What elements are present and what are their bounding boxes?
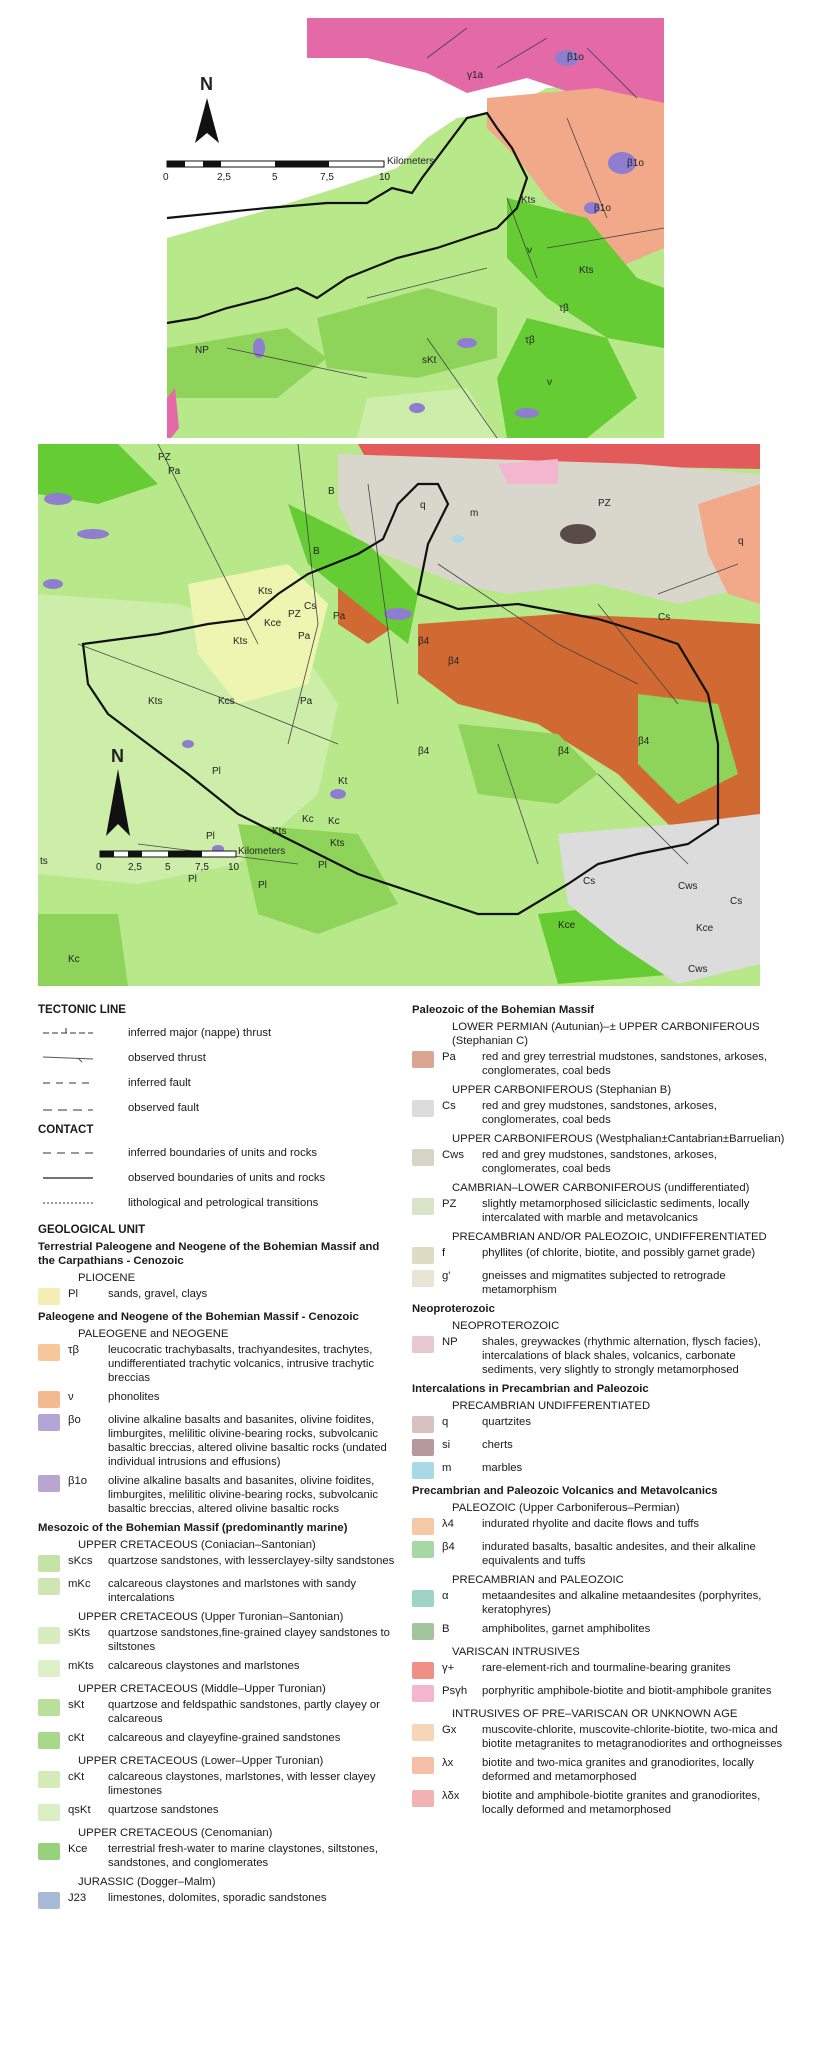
svg-text:B: B: [313, 546, 320, 557]
svg-text:Pa: Pa: [300, 696, 313, 707]
legend-left-column: TECTONIC LINE inferred major (nappe) thrust observed thrust inferred fault observed fault CONTACT inferred boundaries of units and rocks observed boundaries of units and rocks lithological and petrological transitions GEOLOGICAL UNIT Terrestrial Paleogene and Neogene of the Bohemian Massif and the Carpathians - Cenozoic PLIOCENE Pl sands, gravel, clays Paleogene and Neogene of the Bohemian Massif - Cenozoic PALEOGENE and NEOGENE τβ leucocratic trachybasalts, trachyandesites, trachytes, undifferentiated trachytic volcanics, intrusive trachytic breccias ν phonolites βo olivine alkaline basalts and basanites, olivine foidites, limburgites, melilitic olivine-bearing rocks, subvolcanic basaltic breccias, altered olivine basaltic rocks (undated individual intrusions and effusions) β1o olivine alkaline basalts and basanites, olivine foidites, limburgites, melilitic olivine-bearing rocks, subvolcanic basaltic breccias, altered olivine basaltic rocks Mesozoic of the Bohemian Massif (predominantly marine) UPPER CRETACEOUS (Coniacian–Santonian) sKcs quartzose sandstones, with lesserclayey-silty sandstones mKc calcareous claystones and marlstones with sandy intercalations UPPER CRETACEOUS (Upper Turonian–Santonian) sKts quartzose sandstones,fine-grained clayey sandstones to siltstones mKts calcareous claystones and marlstones UPPER CRETACEOUS (Middle–Upper Turonian) sKt quartzose and feldspathic sandstones, partly clayey or calcareous cKt calcareous and clayeyfine-grained sandstones UPPER CRETACEOUS (Lower–Upper Turonian) cKt calcareous claystones, marlstones, with lesser clayey limestones qsKt quartzose sandstones UPPER CRETACEOUS (Cenomanian) Kce terrestrial fresh-water to marine claystones, siltstones, sandstones, and conglomerates JURASSIC (Dogger–Malm) J23 limestones, dolomites, sporadic sandstones: [38, 1000, 398, 1914]
legend-unit-row: λx biotite and two-mica granites and granodiorites, locally deformed and metamorphosed: [412, 1756, 792, 1784]
unit-swatch: [38, 1660, 60, 1677]
svg-text:Kts: Kts: [272, 826, 287, 837]
legend-unit-row: Pa red and grey terrestrial mudstones, sandstones, arkoses, conglomerates, coal beds: [412, 1050, 792, 1078]
svg-text:Pl: Pl: [258, 880, 267, 891]
svg-text:β4: β4: [448, 656, 460, 667]
svg-text:Cs: Cs: [658, 612, 671, 623]
observed-fault-symbol: [38, 1102, 128, 1114]
legend-unit-row: ν phonolites: [38, 1390, 398, 1408]
unit-swatch: [38, 1843, 60, 1860]
svg-text:Cws: Cws: [688, 964, 708, 975]
svg-text:Cs: Cs: [583, 876, 596, 887]
svg-text:7,5: 7,5: [320, 172, 334, 183]
legend-unit-row: qsKt quartzose sandstones: [38, 1803, 398, 1821]
legend-unit-row: Pl sands, gravel, clays: [38, 1287, 398, 1305]
intercalations-title: Intercalations in Precambrian and Paleozoic: [412, 1383, 649, 1395]
legend-unit-row: Cws red and grey mudstones, sandstones, arkoses, conglomerates, coal beds: [412, 1148, 792, 1176]
svg-text:β1o: β1o: [627, 158, 644, 169]
svg-text:B: B: [328, 486, 335, 497]
legend-line-row: observed boundaries of units and rocks: [38, 1165, 398, 1190]
legend-unit-row: f phyllites (of chlorite, biotite, and possibly garnet grade): [412, 1246, 792, 1264]
thrust-symbol: [38, 1052, 128, 1064]
legend-unit-row: PZ slightly metamorphosed siliciclastic sediments, locally intercalated with marble and metavolcanics: [412, 1197, 792, 1225]
svg-text:Pa: Pa: [298, 631, 311, 642]
svg-text:Kts: Kts: [233, 636, 248, 647]
legend-line-row: observed fault: [38, 1095, 398, 1120]
legend-unit-row: β4 indurated basalts, basaltic andesites, and their alkaline equivalents and tuffs: [412, 1540, 792, 1568]
svg-text:Kce: Kce: [558, 920, 576, 931]
svg-text:Kcs: Kcs: [218, 696, 235, 707]
svg-text:Cws: Cws: [678, 881, 698, 892]
mesozoic-title: Mesozoic of the Bohemian Massif (predominantly marine): [38, 1522, 348, 1534]
legend-unit-row: cKt calcareous and clayeyfine-grained sandstones: [38, 1731, 398, 1749]
unit-swatch: [412, 1198, 434, 1215]
unit-swatch: [38, 1804, 60, 1821]
svg-text:5: 5: [272, 172, 278, 183]
unit-swatch: [38, 1391, 60, 1408]
svg-text:N: N: [200, 74, 213, 94]
svg-text:q: q: [738, 536, 744, 547]
svg-text:PZ: PZ: [598, 498, 611, 509]
legend-unit-row: γ+ rare-element-rich and tourmaline-bearing granites: [412, 1661, 792, 1679]
unit-swatch: [38, 1732, 60, 1749]
bottom-map-canvas: [38, 444, 760, 986]
svg-text:β4: β4: [638, 736, 650, 747]
svg-text:10: 10: [379, 172, 391, 183]
legend-unit-row: τβ leucocratic trachybasalts, trachyandesites, trachytes, undifferentiated trachytic volcanics, intrusive trachytic breccias: [38, 1343, 398, 1385]
paleogene-title: Paleogene and Neogene of the Bohemian Massif - Cenozoic: [38, 1311, 359, 1323]
svg-text:PZ: PZ: [288, 609, 301, 620]
svg-text:Kc: Kc: [328, 816, 340, 827]
unit-swatch: [38, 1555, 60, 1572]
legend-unit-row: Gx muscovite-chlorite, muscovite-chlorite-biotite, two-mica and biotite metagranites to metagranodiorites and orthogneisses: [412, 1723, 792, 1751]
unit-swatch: [412, 1685, 434, 1702]
svg-text:NP: NP: [195, 345, 209, 356]
svg-text:Cs: Cs: [730, 896, 743, 907]
legend-unit-row: mKc calcareous claystones and marlstones with sandy intercalations: [38, 1577, 398, 1605]
legend-unit-row: λδx biotite and amphibole-biotite granites and granodiorites, locally deformed and metamorphosed: [412, 1789, 792, 1817]
legend-unit-row: q quartzites: [412, 1415, 792, 1433]
svg-text:Kt: Kt: [338, 776, 348, 787]
svg-text:ts: ts: [40, 856, 48, 867]
svg-text:2,5: 2,5: [217, 172, 231, 183]
svg-text:Kc: Kc: [68, 954, 80, 965]
svg-text:Kc: Kc: [302, 814, 314, 825]
unit-swatch: [412, 1462, 434, 1479]
svg-text:γ1a: γ1a: [467, 70, 484, 81]
svg-text:PZ: PZ: [158, 452, 171, 463]
unit-swatch: [412, 1051, 434, 1068]
legend-line-row: inferred boundaries of units and rocks: [38, 1140, 398, 1165]
unit-swatch: [38, 1578, 60, 1595]
svg-text:Kilometers: Kilometers: [387, 156, 435, 167]
svg-text:0: 0: [163, 172, 169, 183]
legend-unit-row: sKts quartzose sandstones,fine-grained clayey sandstones to siltstones: [38, 1626, 398, 1654]
svg-text:10: 10: [228, 862, 240, 873]
legend-unit-row: NP shales, greywackes (rhythmic alternation, flysch facies), intercalations of black shales, volcanics, carbonate sediments, very slightly to strongly metamorphosed: [412, 1335, 792, 1377]
unit-swatch: [38, 1475, 60, 1492]
legend-line-row: lithological and petrological transitions: [38, 1190, 398, 1215]
svg-text:Pl: Pl: [318, 860, 327, 871]
terrestrial-title: Terrestrial Paleogene and Neogene of the Bohemian Massif and the Carpathians - Cenozoic: [38, 1241, 380, 1267]
legend-line-row: inferred major (nappe) thrust: [38, 1020, 398, 1045]
svg-text:Pl: Pl: [188, 874, 197, 885]
legend-unit-row: J23 limestones, dolomites, sporadic sandstones: [38, 1891, 398, 1909]
legend-unit-row: α metaandesites and alkaline metaandesites (porphyrites, keratophyres): [412, 1589, 792, 1617]
legend-line-row: observed thrust: [38, 1045, 398, 1070]
unit-swatch: [38, 1344, 60, 1361]
svg-text:Pl: Pl: [206, 831, 215, 842]
svg-text:β1o: β1o: [567, 52, 584, 63]
unit-swatch: [412, 1270, 434, 1287]
svg-text:τβ: τβ: [525, 335, 535, 346]
legend-unit-row: λ4 indurated rhyolite and dacite flows and tuffs: [412, 1517, 792, 1535]
svg-text:sKt: sKt: [422, 355, 437, 366]
volcanics-title: Precambrian and Paleozoic Volcanics and Metavolcanics: [412, 1485, 718, 1497]
svg-text:Kce: Kce: [264, 618, 282, 629]
unit-swatch: [38, 1627, 60, 1644]
svg-text:Pa: Pa: [333, 611, 346, 622]
unit-swatch: [38, 1892, 60, 1909]
neoproterozoic-title: Neoproterozoic: [412, 1303, 495, 1315]
top-map-canvas: [163, 18, 664, 438]
svg-text:τβ: τβ: [559, 303, 569, 314]
unit-swatch: [412, 1149, 434, 1166]
legend-unit-row: Cs red and grey mudstones, sandstones, arkoses, conglomerates, coal beds: [412, 1099, 792, 1127]
pliocene-period: PLIOCENE: [78, 1272, 136, 1284]
unit-swatch: [38, 1288, 60, 1305]
unit-swatch: [38, 1771, 60, 1788]
legend-unit-row: mKts calcareous claystones and marlstones: [38, 1659, 398, 1677]
geological-unit-title: GEOLOGICAL UNIT: [38, 1224, 146, 1236]
svg-text:m: m: [470, 508, 479, 519]
svg-text:Pl: Pl: [212, 766, 221, 777]
unit-swatch: [412, 1439, 434, 1456]
svg-text:Kilometers: Kilometers: [238, 846, 286, 857]
unit-swatch: [38, 1699, 60, 1716]
svg-text:Kts: Kts: [521, 195, 536, 206]
unit-swatch: [412, 1790, 434, 1807]
contact-title: CONTACT: [38, 1124, 94, 1136]
svg-text:ν: ν: [547, 377, 552, 388]
svg-text:N: N: [111, 746, 124, 766]
observed-boundary-symbol: [38, 1172, 128, 1184]
bottom-geological-map: [38, 444, 760, 986]
svg-text:β4: β4: [418, 636, 430, 647]
unit-swatch: [412, 1662, 434, 1679]
svg-text:Kts: Kts: [579, 265, 594, 276]
svg-text:Kts: Kts: [330, 838, 345, 849]
svg-text:7,5: 7,5: [195, 862, 209, 873]
svg-text:β1o: β1o: [594, 203, 611, 214]
svg-text:0: 0: [96, 862, 102, 873]
svg-text:Kce: Kce: [696, 923, 714, 934]
legend-unit-row: B amphibolites, garnet amphibolites: [412, 1622, 792, 1640]
legend-unit-row: si cherts: [412, 1438, 792, 1456]
legend-unit-row: Psγh porphyritic amphibole-biotite and biotit-amphibole granites: [412, 1684, 792, 1702]
unit-swatch: [412, 1757, 434, 1774]
svg-text:5: 5: [165, 862, 171, 873]
legend-unit-row: sKcs quartzose sandstones, with lesserclayey-silty sandstones: [38, 1554, 398, 1572]
unit-swatch: [412, 1724, 434, 1741]
inferred-fault-symbol: [38, 1077, 128, 1089]
unit-swatch: [412, 1416, 434, 1433]
unit-swatch: [412, 1247, 434, 1264]
legend-unit-row: cKt calcareous claystones, marlstones, with lesser clayey limestones: [38, 1770, 398, 1798]
legend-unit-row: Kce terrestrial fresh-water to marine claystones, siltstones, sandstones, and conglomerates: [38, 1842, 398, 1870]
svg-text:q: q: [420, 500, 426, 511]
legend-right-column: Paleozoic of the Bohemian Massif LOWER PERMIAN (Autunian)–± UPPER CARBONIFEROUS (Stephanian C) Pa red and grey terrestrial mudstones, sandstones, arkoses, conglomerates, coal beds UPPER CARBONIFEROUS (Stephanian B) Cs red and grey mudstones, sandstones, arkoses, conglomerates, coal beds UPPER CARBONIFEROUS (Westphalian±Cantabrian±Barruelian) Cws red and grey mudstones, sandstones, arkoses, conglomerates, coal beds CAMBRIAN–LOWER CARBONIFEROUS (undifferentiated) PZ slightly metamorphosed siliciclastic sediments, locally intercalated with marble and metavolcanics PRECAMBRIAN AND/OR PALEOZOIC, UNDIFFERENTIATED f phyllites (of chlorite, biotite, and possibly garnet grade) g' gneisses and migmatites subjected to retrograde metamorphism Neoproterozoic NEOPROTEROZOIC NP shales, greywackes (rhythmic alternation, flysch facies), intercalations of black shales, volcanics, carbonate sediments, very slightly to strongly metamorphosed Intercalations in Precambrian and Paleozoic PRECAMBRIAN UNDIFFERENTIATED q quartzites si cherts m marbles Precambrian and Paleozoic Volcanics and Metavolcanics PALEOZOIC (Upper Carboniferous–Permian) λ4 indurated rhyolite and dacite flows and tuffs β4 indurated basalts, basaltic andesites, and their alkaline equivalents and tuffs PRECAMBRIAN and PALEOZOIC α metaandesites and alkaline metaandesites (porphyrites, keratophyres) B amphibolites, garnet amphibolites VARISCAN INTRUSIVES γ+ rare-element-rich and tourmaline-bearing granites Psγh porphyritic amphibole-biotite and biotit-amphibole granites INTRUSIVES OF PRE–VARISCAN OR UNKNOWN AGE Gx muscovite-chlorite, muscovite-chlorite-biotite, two-mica and biotite metagranites to metagranodiorites and orthogneisses λx biotite and two-mica granites and granodiorites, locally deformed and metamorphosed λδx biotite and amphibole-biotite granites and granodiorites, locally deformed and metamorphosed: [412, 1000, 792, 1822]
unit-swatch: [412, 1100, 434, 1117]
unit-swatch: [412, 1541, 434, 1558]
svg-text:Cs: Cs: [304, 601, 317, 612]
legend-unit-row: g' gneisses and migmatites subjected to retrograde metamorphism: [412, 1269, 792, 1297]
svg-text:β4: β4: [418, 746, 430, 757]
legend-unit-row: βo olivine alkaline basalts and basanites, olivine foidites, limburgites, melilitic olivine-bearing rocks, subvolcanic basaltic breccias, altered olivine basaltic rocks (undated individual intrusions and effusions): [38, 1413, 398, 1469]
legend-line-row: inferred fault: [38, 1070, 398, 1095]
svg-text:β4: β4: [558, 746, 570, 757]
unit-swatch: [412, 1590, 434, 1607]
nappe-thrust-symbol: [38, 1027, 128, 1039]
unit-swatch: [412, 1518, 434, 1535]
svg-text:Kts: Kts: [148, 696, 163, 707]
unit-swatch: [412, 1623, 434, 1640]
tectonic-line-title: TECTONIC LINE: [38, 1004, 126, 1016]
legend-unit-row: sKt quartzose and feldspathic sandstones, partly clayey or calcareous: [38, 1698, 398, 1726]
svg-text:2,5: 2,5: [128, 862, 142, 873]
unit-swatch: [412, 1336, 434, 1353]
paleozoic-title: Paleozoic of the Bohemian Massif: [412, 1004, 595, 1016]
legend-unit-row: m marbles: [412, 1461, 792, 1479]
top-geological-map: [163, 18, 664, 438]
svg-text:Kts: Kts: [258, 586, 273, 597]
transition-symbol: [38, 1197, 128, 1209]
svg-text:Pa: Pa: [168, 466, 181, 477]
legend-unit-row: β1o olivine alkaline basalts and basanites, olivine foidites, limburgites, melilitic olivine-bearing rocks, subvolcanic basaltic breccias, altered olivine basaltic rocks: [38, 1474, 398, 1516]
unit-swatch: [38, 1414, 60, 1431]
inferred-boundary-symbol: [38, 1147, 128, 1159]
svg-text:ν: ν: [527, 245, 532, 256]
